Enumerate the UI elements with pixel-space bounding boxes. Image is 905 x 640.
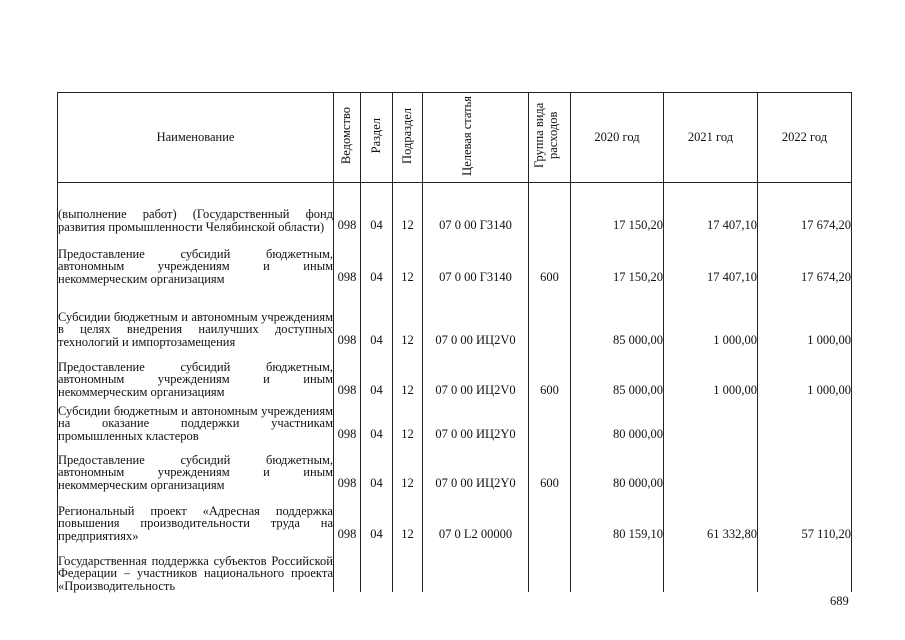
row-vedomstvo: 098 — [334, 233, 361, 285]
row-razdel: 04 — [361, 233, 393, 285]
row-podrazdel: 12 — [393, 233, 423, 285]
row-podrazdel: 12 — [393, 348, 423, 398]
row-value-2022 — [758, 442, 852, 491]
row-gruppa-vida — [529, 542, 571, 592]
row-name: Региональный проект «Адресная поддержка повышения производительности труда на предприятиях» — [58, 491, 334, 542]
row-value-2022 — [758, 542, 852, 592]
row-value-2020 — [571, 542, 664, 592]
row-celevaya-statya: 07 0 L2 00000 — [423, 491, 529, 542]
row-razdel — [361, 542, 393, 592]
row-value-2022: 1 000,00 — [758, 285, 852, 348]
budget-table — [57, 92, 852, 592]
row-value-2021: 17 407,10 — [664, 183, 758, 234]
row-gruppa-vida — [529, 183, 571, 234]
row-gruppa-vida — [529, 398, 571, 442]
table-row — [58, 442, 852, 491]
row-celevaya-statya: 07 0 00 Г3140 — [423, 183, 529, 234]
header-razdel: Раздел — [361, 93, 393, 183]
row-celevaya-statya: 07 0 00 ИЦ2V0 — [423, 348, 529, 398]
header-name: Наименование — [58, 93, 334, 183]
row-vedomstvo: 098 — [334, 491, 361, 542]
header-celevaya-statya: Целевая статья — [423, 93, 529, 183]
table-row — [58, 348, 852, 398]
row-gruppa-vida: 600 — [529, 442, 571, 491]
row-value-2020: 80 000,00 — [571, 398, 664, 442]
row-gruppa-vida — [529, 491, 571, 542]
table-header-row — [58, 93, 852, 183]
table-row — [58, 233, 852, 285]
row-gruppa-vida: 600 — [529, 233, 571, 285]
table-row — [58, 398, 852, 442]
table-row — [58, 491, 852, 542]
row-value-2020: 85 000,00 — [571, 285, 664, 348]
row-value-2022: 57 110,20 — [758, 491, 852, 542]
row-value-2022: 17 674,20 — [758, 233, 852, 285]
row-podrazdel: 12 — [393, 285, 423, 348]
header-2020: 2020 год — [571, 93, 664, 183]
row-vedomstvo — [334, 542, 361, 592]
row-podrazdel — [393, 542, 423, 592]
row-vedomstvo: 098 — [334, 398, 361, 442]
row-value-2021: 1 000,00 — [664, 285, 758, 348]
row-value-2022: 1 000,00 — [758, 348, 852, 398]
row-razdel: 04 — [361, 348, 393, 398]
row-gruppa-vida: 600 — [529, 348, 571, 398]
header-2022: 2022 год — [758, 93, 852, 183]
row-gruppa-vida — [529, 285, 571, 348]
row-value-2022 — [758, 398, 852, 442]
row-podrazdel: 12 — [393, 398, 423, 442]
table-row — [58, 183, 852, 234]
row-razdel: 04 — [361, 285, 393, 348]
row-value-2020: 17 150,20 — [571, 183, 664, 234]
row-value-2020: 85 000,00 — [571, 348, 664, 398]
row-value-2021 — [664, 542, 758, 592]
row-name: Субсидии бюджетным и автономным учреждениям на оказание поддержки участникам промышленных кластеров — [58, 398, 334, 442]
row-value-2020: 80 000,00 — [571, 442, 664, 491]
row-celevaya-statya: 07 0 00 ИЦ2Y0 — [423, 442, 529, 491]
header-podrazdel: Подраздел — [393, 93, 423, 183]
row-razdel: 04 — [361, 183, 393, 234]
row-vedomstvo: 098 — [334, 348, 361, 398]
row-podrazdel: 12 — [393, 442, 423, 491]
row-value-2021 — [664, 398, 758, 442]
row-podrazdel: 12 — [393, 491, 423, 542]
table-row — [58, 542, 852, 592]
row-value-2021: 61 332,80 — [664, 491, 758, 542]
row-razdel: 04 — [361, 398, 393, 442]
header-2021: 2021 год — [664, 93, 758, 183]
row-razdel: 04 — [361, 491, 393, 542]
row-vedomstvo: 098 — [334, 285, 361, 348]
row-name: Субсидии бюджетным и автономным учреждениям в целях внедрения наилучших доступных технологий и импортозамещения — [58, 285, 334, 348]
row-value-2021: 17 407,10 — [664, 233, 758, 285]
row-celevaya-statya: 07 0 00 ИЦ2Y0 — [423, 398, 529, 442]
row-podrazdel: 12 — [393, 183, 423, 234]
page-number: 689 — [830, 594, 849, 608]
row-razdel: 04 — [361, 442, 393, 491]
row-celevaya-statya: 07 0 00 Г3140 — [423, 233, 529, 285]
table-row — [58, 285, 852, 348]
row-value-2021 — [664, 442, 758, 491]
row-name: Предоставление субсидий бюджетным, автономным учреждениям и иным некоммерческим организациям — [58, 442, 334, 491]
row-value-2022: 17 674,20 — [758, 183, 852, 234]
row-name: Предоставление субсидий бюджетным, автономным учреждениям и иным некоммерческим организациям — [58, 348, 334, 398]
row-value-2020: 17 150,20 — [571, 233, 664, 285]
row-celevaya-statya: 07 0 00 ИЦ2V0 — [423, 285, 529, 348]
row-vedomstvo: 098 — [334, 183, 361, 234]
row-celevaya-statya — [423, 542, 529, 592]
row-value-2020: 80 159,10 — [571, 491, 664, 542]
header-vedomstvo: Ведомство — [334, 93, 361, 183]
header-gruppa-vida-rashodov: Группа вида расходов — [529, 93, 571, 183]
row-name: (выполнение работ) (Государственный фонд развития промышленности Челябинской области) — [58, 183, 334, 234]
row-value-2021: 1 000,00 — [664, 348, 758, 398]
row-vedomstvo: 098 — [334, 442, 361, 491]
row-name: Предоставление субсидий бюджетным, автономным учреждениям и иным некоммерческим организациям — [58, 233, 334, 285]
row-name: Государственная поддержка субъектов Российской Федерации – участников национального проекта «Производительность — [58, 542, 334, 592]
